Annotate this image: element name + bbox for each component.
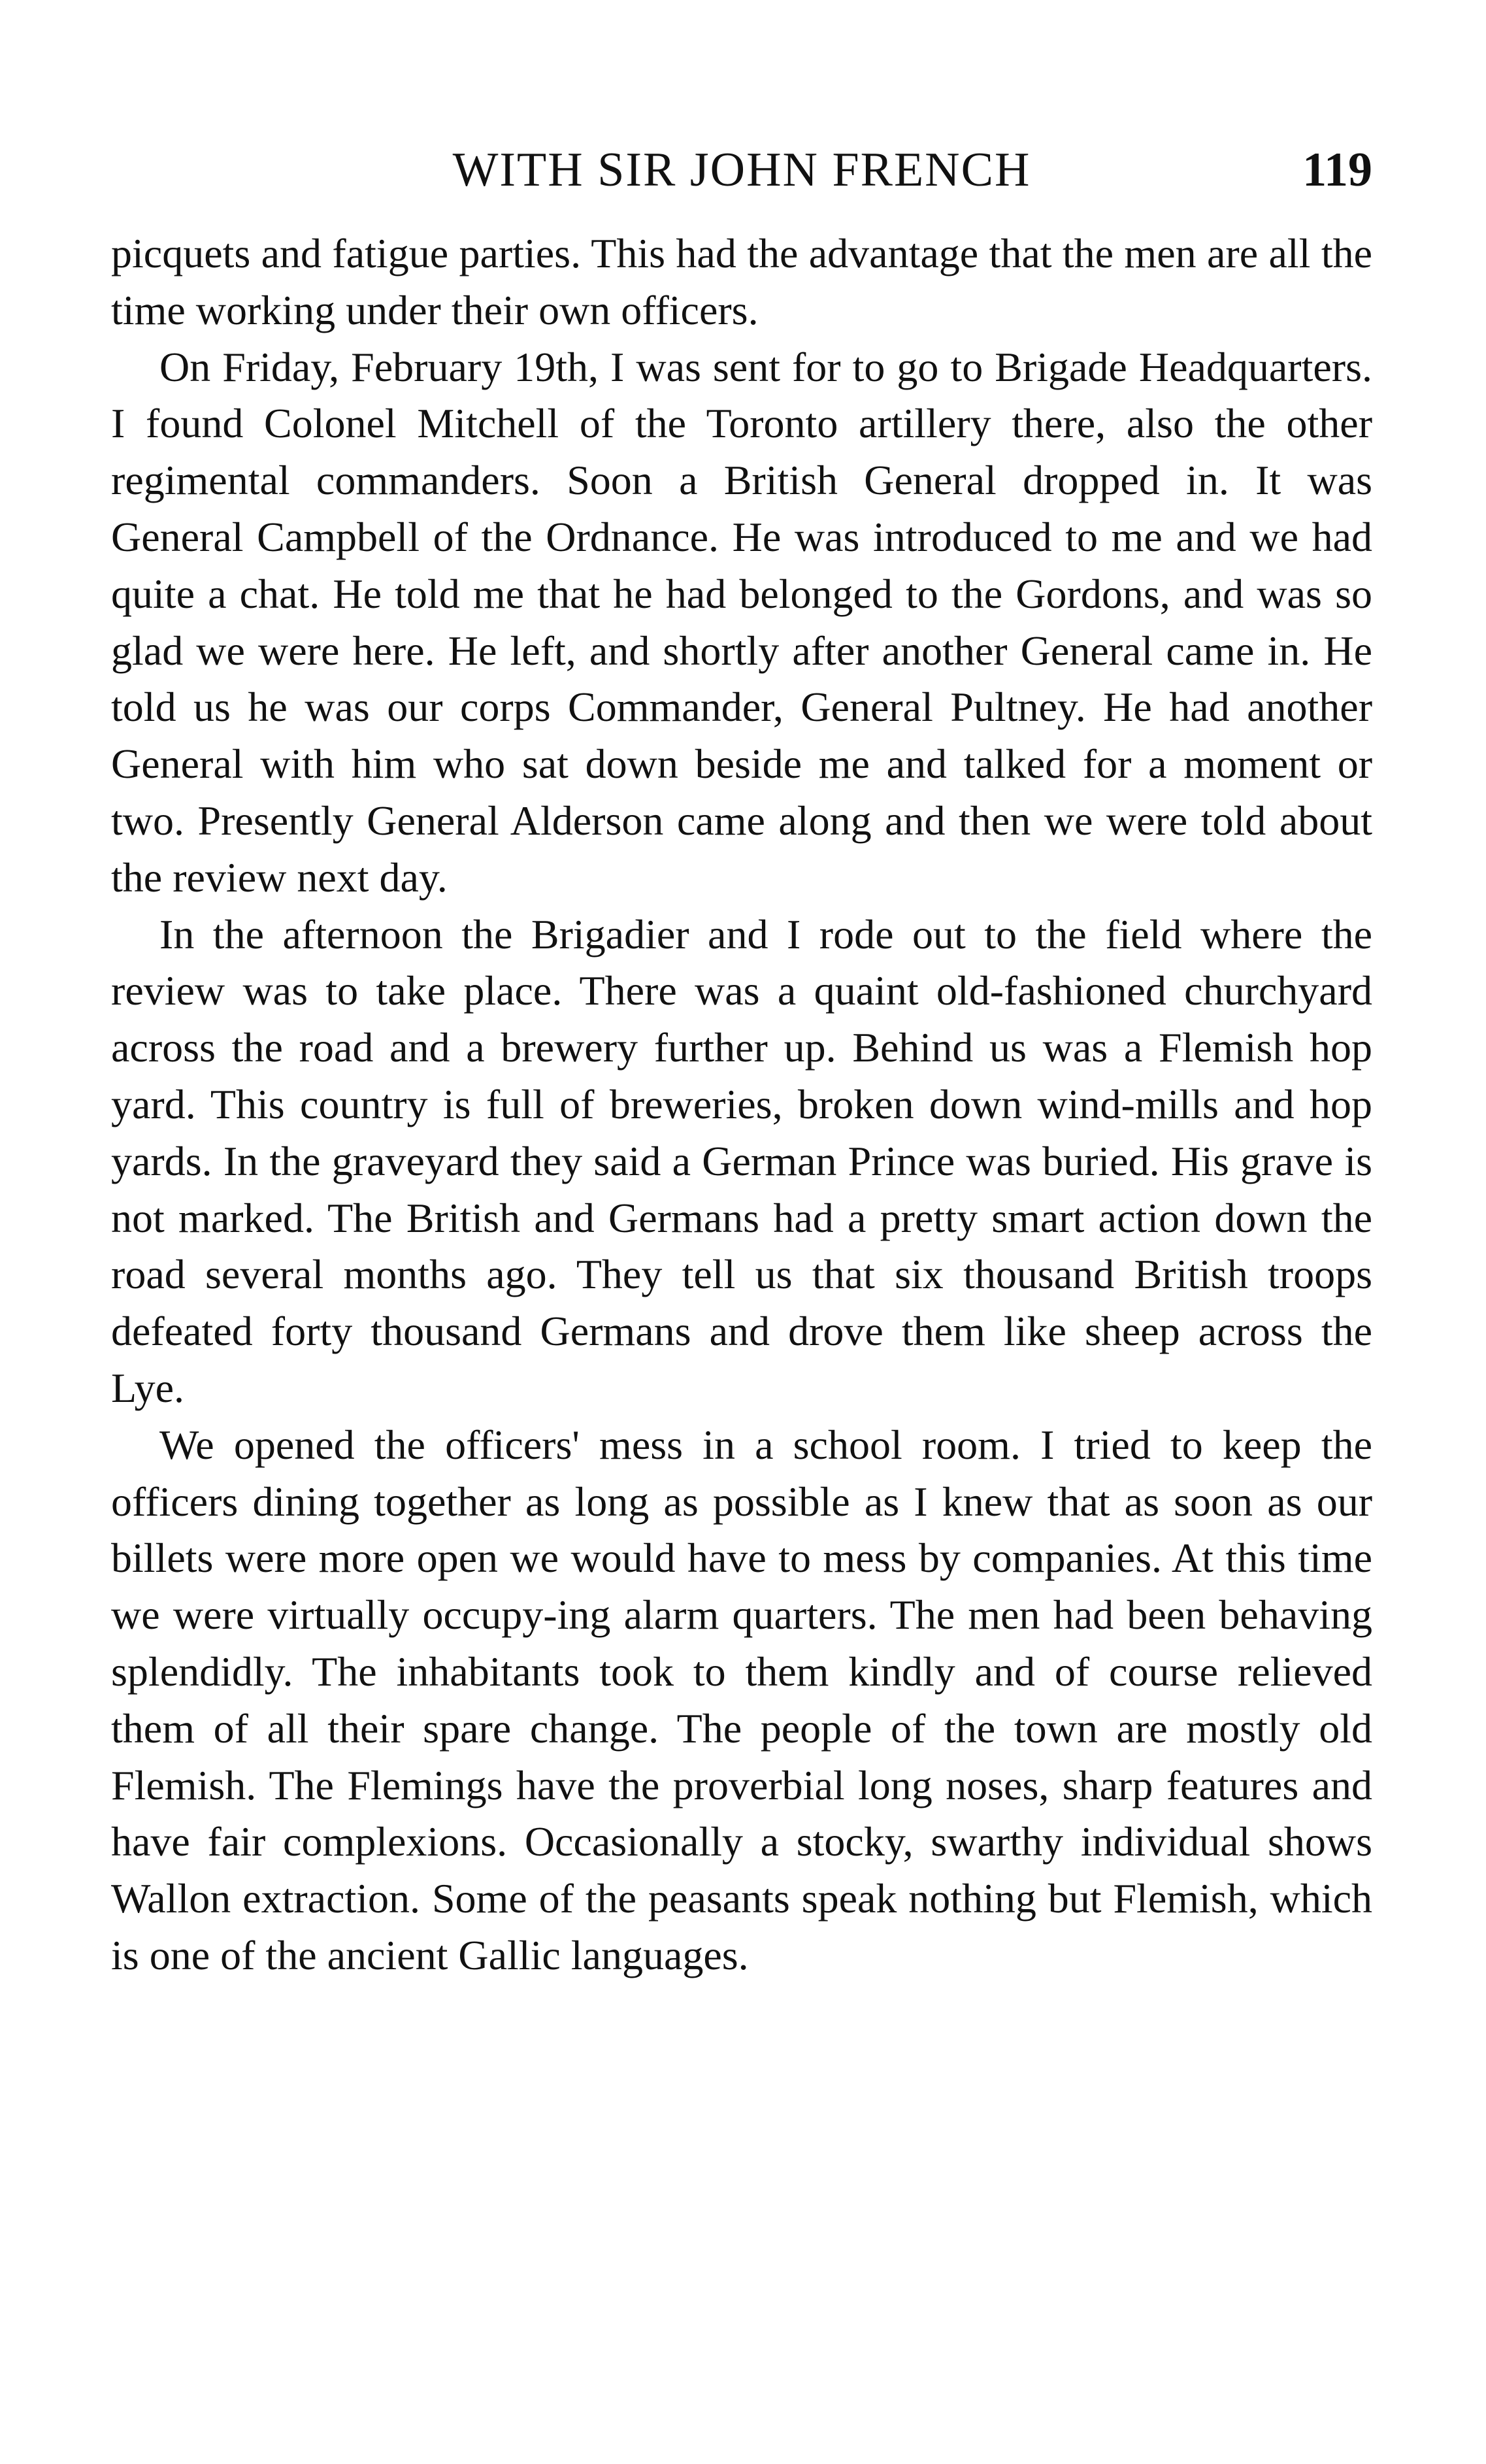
page-number: 119	[1302, 143, 1372, 197]
running-head	[111, 134, 1372, 206]
body-text	[111, 225, 1372, 1984]
running-title: WITH SIR JOHN FRENCH	[452, 143, 1031, 197]
paragraph-review-field: In the afternoon the Brigadier and I rode out to the field where the review was to take place. There was a quaint old-fashioned churchyard across the road and a brewery further up. Behind us was a Flemish hop yard. This country is full of breweries, broken down wind-mills and hop yards. In the graveyard they said a German Prince was buried. His grave is not marked. The British and Germans had a pretty smart action down the road several months ago. They tell us that six thousand British troops defeated forty thousand Germans and drove them like sheep across the Lye.	[111, 910, 1372, 1411]
paragraph-officers-mess: We opened the officers' mess in a school room. I tried to keep the officers dining together as long as possible as I knew that as soon as our billets were more open we would have to mess by companies. At this time we were virtually occupy-ing alarm quarters. The men had been behaving splendidly. The inhabitants took to them kindly and of course relieved them of all their spare change. The people of the town are mostly old Flemish. The Flemings have the proverbial long noses, sharp features and have fair complexions. Occasionally a stocky, swarthy individual shows Wallon extraction. Some of the peasants speak nothing but Flemish, which is one of the ancient Gallic languages.	[111, 1421, 1372, 1978]
paragraph-continued: picquets and fatigue parties. This had the advantage that the men are all the time working under their own officers.	[111, 230, 1372, 333]
paragraph-brigade-headquarters: On Friday, February 19th, I was sent for to go to Brigade Headquarters. I found Colonel Mitchell of the Toronto artillery there, also the other regimental commanders. Soon a British General dropped in. It was General Campbell of the Ordnance. He was introduced to me and we had quite a chat. He told me that he had belonged to the Gordons, and was so glad we were here. He left, and shortly after another General came in. He told us he was our corps Commander, General Pultney. He had another General with him who sat down beside me and talked for a moment or two. Presently General Alderson came along and then we were told about the review next day.	[111, 343, 1372, 901]
